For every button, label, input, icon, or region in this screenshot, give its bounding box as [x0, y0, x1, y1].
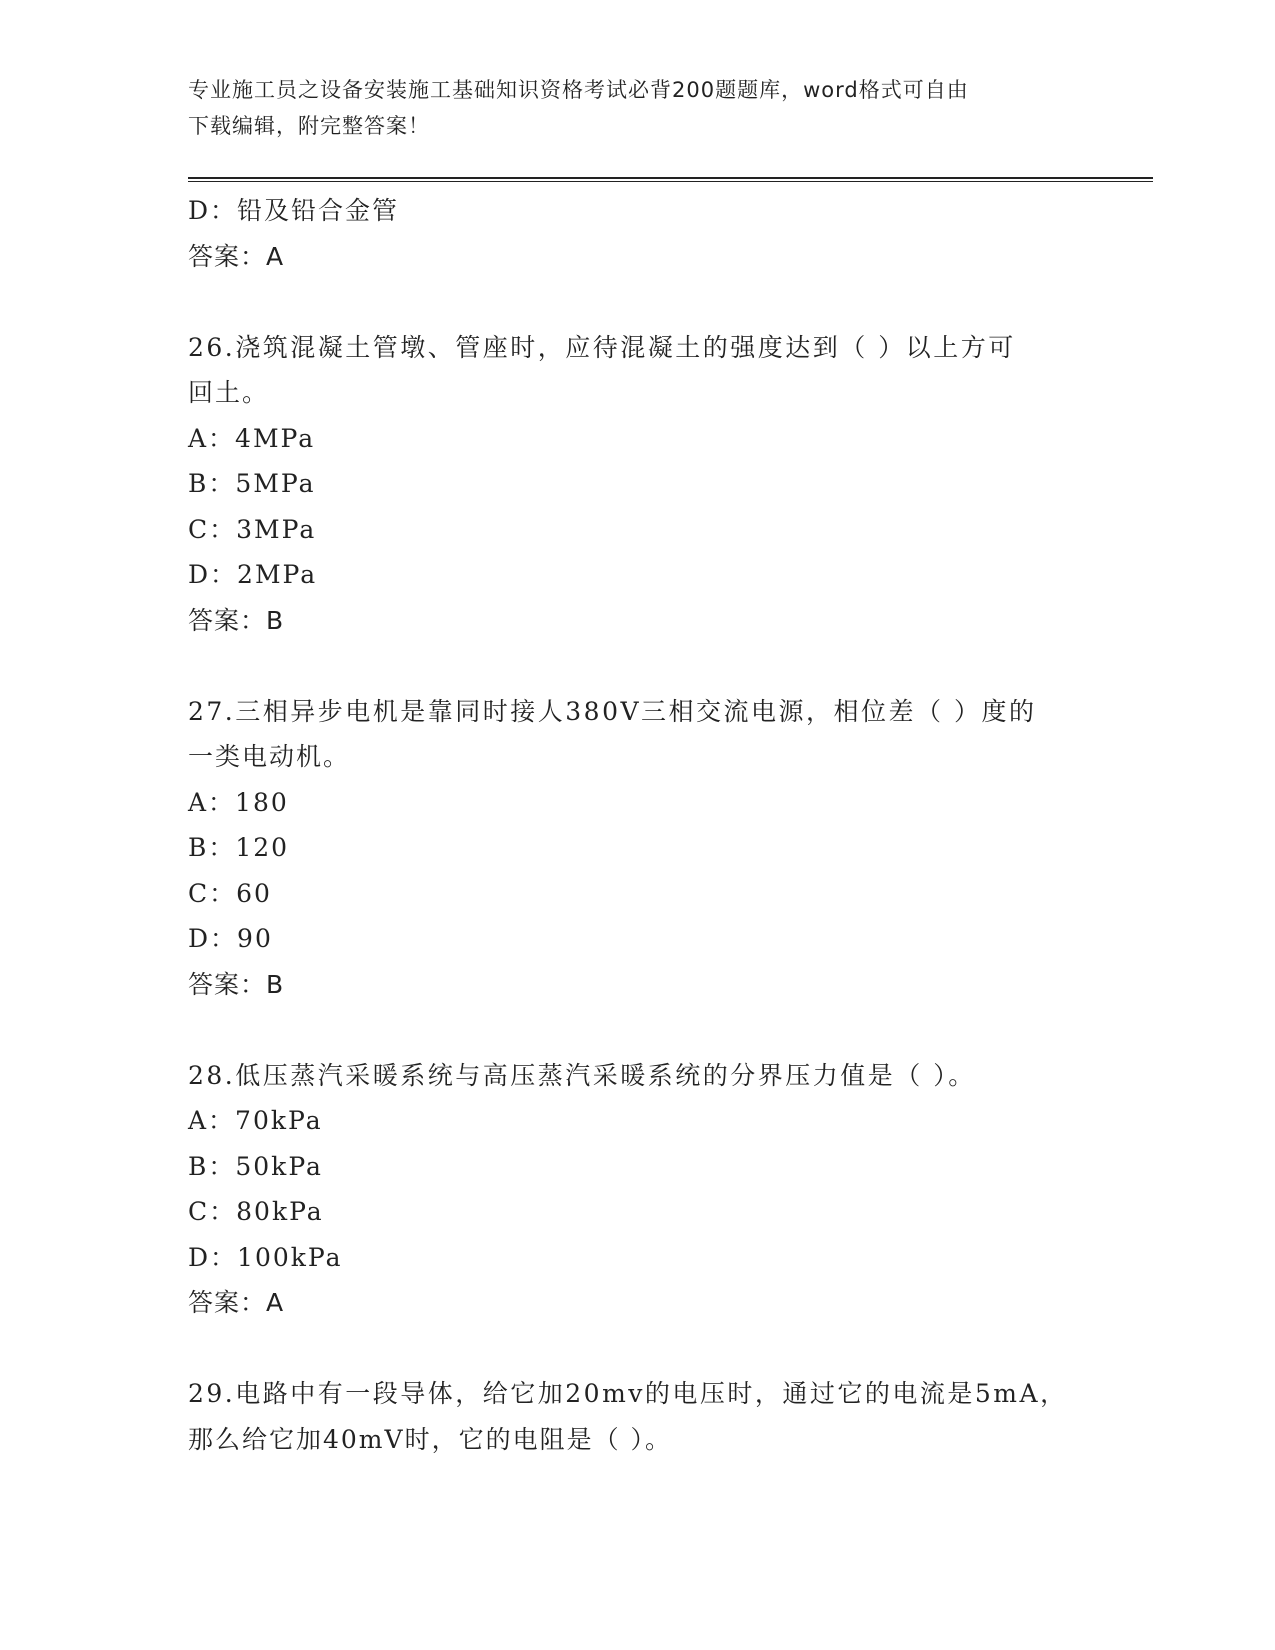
document-header	[188, 72, 1088, 144]
option-b: B：120	[188, 833, 290, 862]
spacer	[188, 643, 1088, 689]
question-stem: 29.电路中有一段导体，给它加20mv的电压时，通过它的电流是5mA，	[188, 1379, 1068, 1408]
question-stem: 26.浇筑混凝土管墩、管座时，应待混凝土的强度达到（ ）以上方可	[188, 332, 1016, 362]
question-25-tail	[188, 188, 1088, 279]
option-a: A：4MPa	[188, 423, 316, 453]
answer: 答案：A	[188, 241, 285, 271]
question-stem: 27.三相异步电机是靠同时接人380V三相交流电源，相位差（ ）度的	[188, 696, 1037, 726]
question-29	[188, 1371, 1088, 1462]
question-26	[188, 325, 1088, 644]
spacer	[188, 1326, 1088, 1372]
option-d: D：铅及铅合金管	[188, 196, 400, 225]
option-d: D：100kPa	[188, 1242, 343, 1272]
option-c: C：80kPa	[188, 1197, 324, 1226]
option-d: D：2MPa	[188, 560, 318, 589]
answer: 答案：A	[188, 1288, 285, 1317]
document-body	[188, 188, 1088, 1462]
header-title-line-2: 下载编辑，附完整答案！	[188, 114, 430, 138]
header-title-line-1: 专业施工员之设备安装施工基础知识资格考试必背200题题库，word格式可自由	[188, 78, 969, 102]
option-a: A：180	[188, 787, 289, 817]
question-stem-continued: 一类电动机。	[188, 742, 351, 771]
spacer	[188, 279, 1088, 325]
option-c: C：60	[188, 878, 272, 908]
option-b: B：50kPa	[188, 1151, 323, 1181]
option-c: C：3MPa	[188, 514, 317, 544]
option-a: A：70kPa	[188, 1106, 323, 1135]
answer: 答案：B	[188, 605, 285, 635]
spacer	[188, 1007, 1088, 1053]
option-d: D：90	[188, 924, 273, 953]
question-28	[188, 1053, 1088, 1326]
question-stem: 28.低压蒸汽采暖系统与高压蒸汽采暖系统的分界压力值是（ ）。	[188, 1060, 976, 1090]
answer: 答案：B	[188, 969, 285, 999]
question-27	[188, 689, 1088, 1008]
question-stem-continued: 那么给它加40mV时，它的电阻是（ ）。	[188, 1424, 673, 1454]
header-divider	[188, 177, 1153, 182]
option-b: B：5MPa	[188, 469, 316, 498]
question-stem-continued: 回土。	[188, 378, 270, 407]
